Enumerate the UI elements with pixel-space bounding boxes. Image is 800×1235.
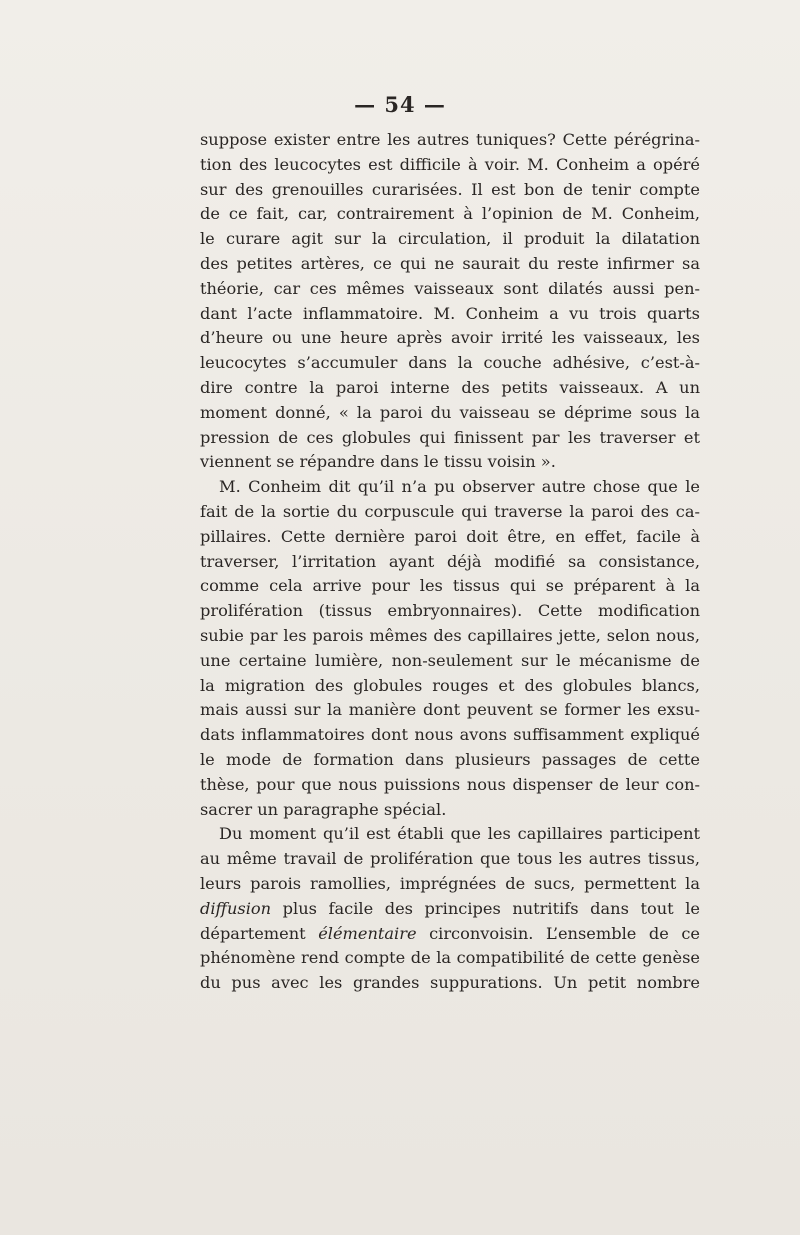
italic-term: élémentaire: [318, 923, 417, 943]
text-line: [200, 922, 700, 947]
text-line: leucocytes s’accumuler dans la couche adhésive, c’est-à-: [200, 353, 700, 373]
italic-term: diffusion: [200, 898, 272, 918]
text-line: fait de la sortie du corpuscule qui traverse la paroi des ca-: [200, 501, 700, 521]
text-line: [200, 897, 700, 922]
text-line: la migration des globules rouges et des globules blancs,: [200, 675, 700, 695]
text-line: théorie, car ces mêmes vaisseaux sont dilatés aussi pen-: [200, 278, 700, 298]
text-line: sur des grenouilles curarisées. Il est bon de tenir compte: [200, 179, 700, 199]
text-line: des petites artères, ce qui ne saurait du reste infirmer sa: [200, 253, 700, 273]
text-line: Du moment qu’il est établi que les capillaires participent: [219, 824, 700, 844]
text-line: tion des leucocytes est difficile à voir. M. Conheim a opéré: [200, 154, 700, 174]
text-line: de ce fait, car, contrairement à l’opinion de M. Conheim,: [200, 204, 700, 224]
text-line: comme cela arrive pour les tissus qui se préparent à la: [200, 576, 700, 596]
text-line: pression de ces globules qui finissent par les traverser et: [200, 427, 700, 447]
text-line: d’heure ou une heure après avoir irrité les vaisseaux, les: [200, 328, 700, 348]
text-line: leurs parois ramollies, imprégnées de sucs, permettent la: [200, 873, 700, 893]
text-line: le mode de formation dans plusieurs passages de cette: [200, 749, 700, 769]
text-line: moment donné, « la paroi du vaisseau se déprime sous la: [200, 402, 700, 422]
text-line: une certaine lumière, non-seulement sur le mécanisme de: [200, 650, 700, 670]
text-line: phénomène rend compte de la compatibilité de cette genèse: [200, 948, 700, 968]
body-text: [200, 128, 700, 996]
text-line: M. Conheim dit qu’il n’a pu observer autre chose que le: [219, 477, 700, 497]
page-number: — 54 —: [354, 92, 446, 117]
text-line: le curare agit sur la circulation, il produit la dilatation: [200, 229, 700, 249]
text-line: traverser, l’irritation ayant déjà modifié sa consistance,: [200, 551, 700, 571]
text-line: dire contre la paroi interne des petits vaisseaux. A un: [200, 377, 700, 397]
text-line: pillaires. Cette dernière paroi doit être, en effet, facile à: [200, 526, 700, 546]
text-line: prolifération (tissus embryonnaires). Cette modification: [200, 601, 700, 621]
text-line: subie par les parois mêmes des capillaires jette, selon nous,: [200, 625, 700, 645]
text-line: dant l’acte inflammatoire. M. Conheim a vu trois quarts: [200, 303, 700, 323]
text-run: circonvoisin. L’ensemble de ce: [416, 923, 700, 943]
text-line: thèse, pour que nous puissions nous dispenser de leur con-: [200, 774, 700, 794]
text-line: suppose exister entre les autres tuniques? Cette pérégrina-: [200, 130, 700, 149]
text-run: département: [200, 923, 319, 943]
text-line: du pus avec les grandes suppurations. Un petit nombre: [200, 973, 700, 993]
text-line: viennent se répandre dans le tissu voisin ».: [200, 452, 556, 472]
text-line: sacrer un paragraphe spécial.: [200, 799, 447, 819]
text-run: plus facile des principes nutritifs dans tout le: [271, 898, 700, 918]
text-line: au même travail de prolifération que tous les autres tissus,: [200, 849, 700, 869]
text-line: dats inflammatoires dont nous avons suffisamment expliqué: [200, 725, 700, 745]
text-line: mais aussi sur la manière dont peuvent se former les exsu-: [200, 700, 700, 720]
